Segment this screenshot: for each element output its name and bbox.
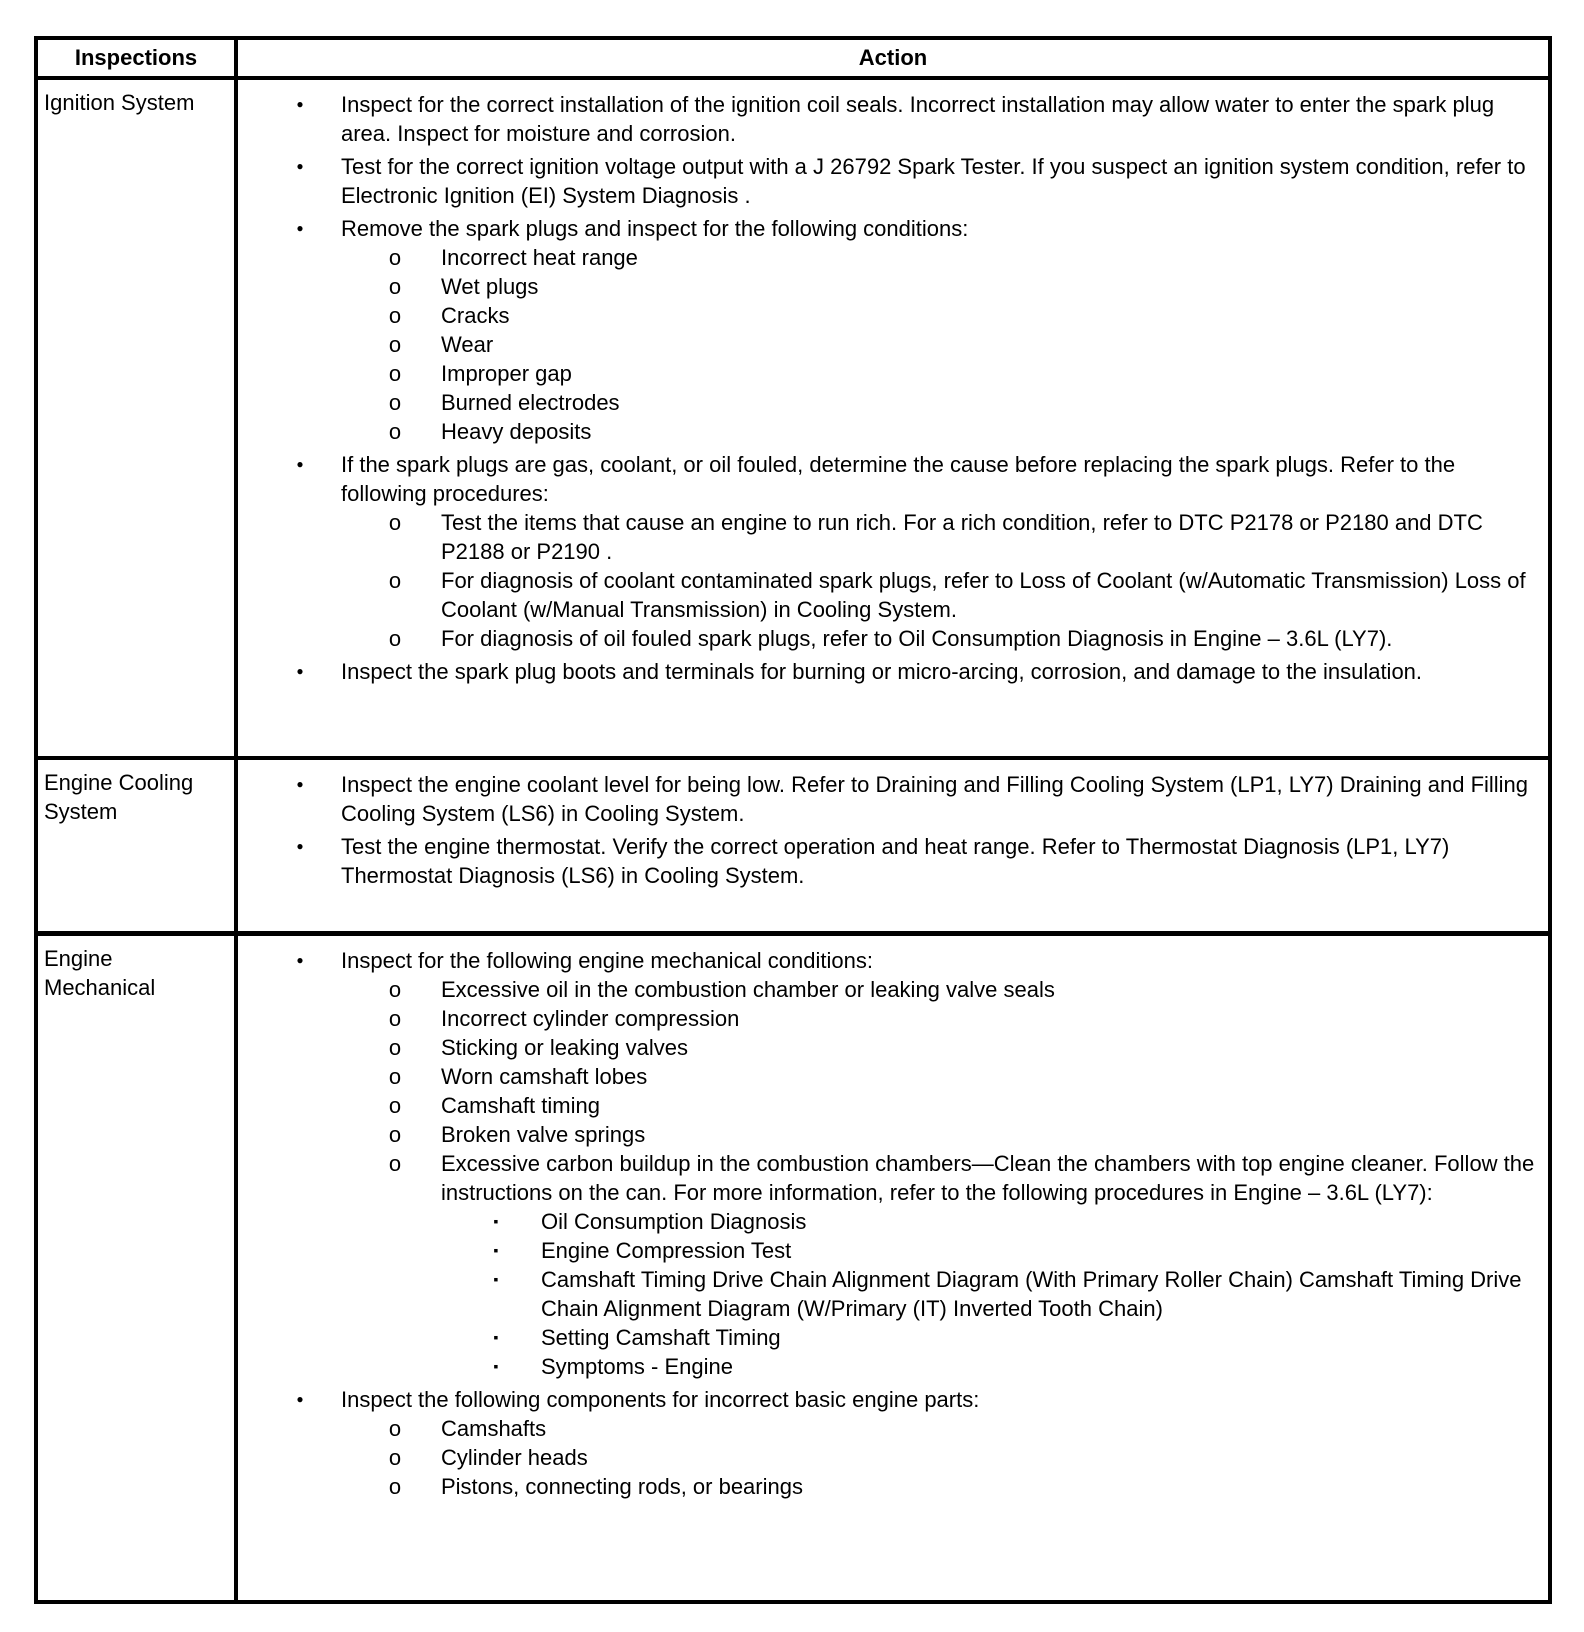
sub-list [341, 508, 1538, 653]
bullet-list [238, 90, 1538, 686]
sub-bullet-item [341, 417, 1538, 446]
filled-bullet-icon: ● [296, 664, 304, 678]
row-action-ignition-system [238, 80, 1548, 760]
item-text: Worn camshaft lobes [441, 1064, 648, 1089]
square-bullet-icon: ▪ [493, 1242, 499, 1258]
sub-sub-bullet-item [441, 1265, 1538, 1323]
hollow-bullet-icon: o [388, 361, 402, 386]
item-text: If the spark plugs are gas, coolant, or oil fouled, determine the cause before replacing the spark plugs. Refer to the following procedures: [341, 452, 1456, 506]
item-text: Oil Consumption Diagnosis [541, 1209, 807, 1234]
bullet-list [238, 770, 1538, 890]
item-text: Cylinder heads [441, 1445, 588, 1470]
bullet-item [238, 832, 1538, 890]
item-text: Symptoms - Engine [541, 1354, 733, 1379]
hollow-bullet-icon: o [388, 419, 402, 444]
hollow-bullet-icon: o [388, 1445, 402, 1470]
hollow-bullet-icon: o [388, 274, 402, 299]
item-text: Excessive carbon buildup in the combustion chambers—Clean the chambers with top engine cleaner. Follow the instructions on the can. For more information, refer to the following procedures in Engine – 3.6L (LY7): [441, 1151, 1535, 1205]
hollow-bullet-icon: o [388, 1416, 402, 1441]
item-text: Camshaft timing [441, 1093, 600, 1118]
item-text: Heavy deposits [441, 419, 592, 444]
sub-bullet-item [341, 1472, 1538, 1501]
square-bullet-icon: ▪ [493, 1358, 499, 1374]
bullet-item [238, 90, 1538, 148]
item-text: Remove the spark plugs and inspect for the following conditions: [341, 216, 969, 241]
inspection-table [34, 36, 1552, 1604]
hollow-bullet-icon: o [388, 510, 402, 535]
hollow-bullet-icon: o [388, 245, 402, 270]
sub-bullet-item [341, 388, 1538, 417]
item-text: Setting Camshaft Timing [541, 1325, 781, 1350]
bullet-item [238, 1385, 1538, 1501]
item-text: Pistons, connecting rods, or bearings [441, 1474, 803, 1499]
hollow-bullet-icon: o [388, 1474, 402, 1499]
sub-bullet-item [341, 1004, 1538, 1033]
sub-sub-bullet-item [441, 1207, 1538, 1236]
row-action-engine-cooling-system [238, 760, 1548, 936]
item-text: Sticking or leaking valves [441, 1035, 689, 1060]
bullet-item [238, 657, 1538, 686]
square-bullet-icon: ▪ [493, 1329, 499, 1345]
item-text: Test for the correct ignition voltage output with a J 26792 Spark Tester. If you suspect an ignition system condition, refer to Electronic Ignition (EI) System Diagnosis . [341, 154, 1526, 208]
hollow-bullet-icon: o [388, 303, 402, 328]
sub-bullet-item [341, 359, 1538, 388]
item-text: Broken valve springs [441, 1122, 646, 1147]
item-text: For diagnosis of coolant contaminated spark plugs, refer to Loss of Coolant (w/Automatic Transmission) Loss of Coolant (w/Manual Transmission) in Cooling System. [441, 568, 1526, 622]
item-text: Cracks [441, 303, 510, 328]
sub-list [341, 975, 1538, 1381]
sub-sub-bullet-item [441, 1323, 1538, 1352]
sub-bullet-item [341, 243, 1538, 272]
hollow-bullet-icon: o [388, 1006, 402, 1031]
hollow-bullet-icon: o [388, 1035, 402, 1060]
row-label-ignition-system: Ignition System [38, 80, 238, 760]
item-text: For diagnosis of oil fouled spark plugs, refer to Oil Consumption Diagnosis in Engine – 3.6L (LY7). [441, 626, 1393, 651]
item-text: Test the engine thermostat. Verify the correct operation and heat range. Refer to Thermostat Diagnosis (LP1, LY7) Thermostat Diagnosis (LS6) in Cooling System. [341, 834, 1450, 888]
item-text: Inspect the engine coolant level for being low. Refer to Draining and Filling Cooling System (LP1, LY7) Draining and Filling Cooling System (LS6) in Cooling System. [341, 772, 1529, 826]
filled-bullet-icon: ● [296, 159, 304, 173]
filled-bullet-icon: ● [296, 953, 304, 967]
bullet-item [238, 214, 1538, 446]
sub-list [441, 1207, 1538, 1381]
hollow-bullet-icon: o [388, 977, 402, 1002]
sub-bullet-item [341, 975, 1538, 1004]
row-action-engine-mechanical [238, 936, 1548, 1600]
item-text: Wet plugs [441, 274, 539, 299]
hollow-bullet-icon: o [388, 1093, 402, 1118]
hollow-bullet-icon: o [388, 332, 402, 357]
item-text: Excessive oil in the combustion chamber or leaking valve seals [441, 977, 1055, 1002]
header-action: Action [238, 40, 1548, 80]
sub-list [341, 1414, 1538, 1501]
item-text: Camshaft Timing Drive Chain Alignment Diagram (With Primary Roller Chain) Camshaft Timing Drive Chain Alignment Diagram (W/Primary (IT) Inverted Tooth Chain) [541, 1267, 1522, 1321]
row-label-engine-mechanical: Engine Mechanical [38, 936, 238, 1600]
item-text: Engine Compression Test [541, 1238, 792, 1263]
hollow-bullet-icon: o [388, 1122, 402, 1147]
hollow-bullet-icon: o [388, 626, 402, 651]
item-text: Improper gap [441, 361, 572, 386]
sub-bullet-item [341, 1443, 1538, 1472]
sub-bullet-item [341, 1149, 1538, 1381]
row-label-engine-cooling-system: Engine Cooling System [38, 760, 238, 936]
sub-sub-bullet-item [441, 1236, 1538, 1265]
sub-list [341, 243, 1538, 446]
sub-bullet-item [341, 1091, 1538, 1120]
filled-bullet-icon: ● [296, 457, 304, 471]
sub-bullet-item [341, 1033, 1538, 1062]
sub-bullet-item [341, 1062, 1538, 1091]
hollow-bullet-icon: o [388, 390, 402, 415]
hollow-bullet-icon: o [388, 1064, 402, 1089]
item-text: Incorrect cylinder compression [441, 1006, 740, 1031]
item-text: Camshafts [441, 1416, 547, 1441]
sub-bullet-item [341, 301, 1538, 330]
sub-bullet-item [341, 1120, 1538, 1149]
filled-bullet-icon: ● [296, 839, 304, 853]
sub-bullet-item [341, 566, 1538, 624]
item-text: Test the items that cause an engine to run rich. For a rich condition, refer to DTC P2178 or P2180 and DTC P2188 or P2190 . [441, 510, 1483, 564]
bullet-item [238, 152, 1538, 210]
filled-bullet-icon: ● [296, 1392, 304, 1406]
sub-bullet-item [341, 330, 1538, 359]
sub-bullet-item [341, 1414, 1538, 1443]
sub-bullet-item [341, 624, 1538, 653]
item-text: Wear [441, 332, 494, 357]
filled-bullet-icon: ● [296, 777, 304, 791]
hollow-bullet-icon: o [388, 568, 402, 593]
bullet-item [238, 946, 1538, 1381]
bullet-item [238, 770, 1538, 828]
item-text: Burned electrodes [441, 390, 620, 415]
hollow-bullet-icon: o [388, 1151, 402, 1176]
item-text: Inspect for the correct installation of the ignition coil seals. Incorrect installation may allow water to enter the spark plug area. Inspect for moisture and corrosion. [341, 92, 1495, 146]
item-text: Inspect the following components for incorrect basic engine parts: [341, 1387, 980, 1412]
item-text: Inspect for the following engine mechanical conditions: [341, 948, 873, 973]
bullet-list [238, 946, 1538, 1501]
bullet-item [238, 450, 1538, 653]
filled-bullet-icon: ● [296, 221, 304, 235]
square-bullet-icon: ▪ [493, 1213, 499, 1229]
sub-bullet-item [341, 272, 1538, 301]
sub-sub-bullet-item [441, 1352, 1538, 1381]
square-bullet-icon: ▪ [493, 1271, 499, 1287]
filled-bullet-icon: ● [296, 97, 304, 111]
sub-bullet-item [341, 508, 1538, 566]
item-text: Inspect the spark plug boots and terminals for burning or micro-arcing, corrosion, and damage to the insulation. [341, 659, 1423, 684]
header-inspections: Inspections [38, 40, 238, 80]
item-text: Incorrect heat range [441, 245, 638, 270]
